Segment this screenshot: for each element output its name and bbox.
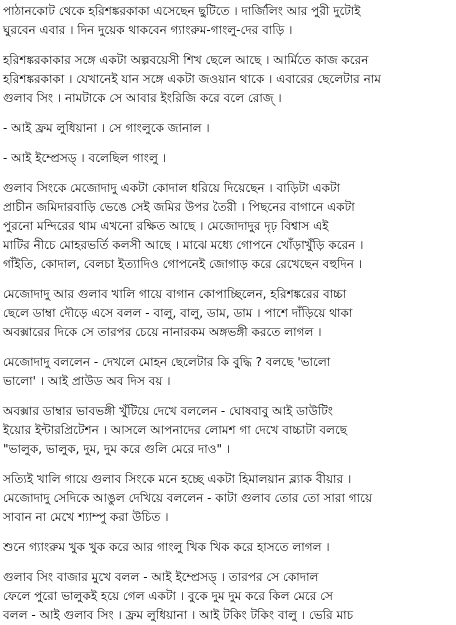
text-line: সাবান না মেখে শ্যাম্পু করা উচিত ।: [3, 510, 169, 524]
text-line: হরিশঙ্করকাকা । যেখানেই যান সঙ্গে একটা জওয়ান থাকে । এবারের ছেলেটার নাম: [3, 72, 381, 86]
text-line: - আই ইম্প্রেসড্ । বলেছিল গাংলু ।: [3, 151, 166, 165]
paragraph: [3, 470, 454, 527]
text-line: "ভালুক, ভালুক, দুম, দুম করে গুলি মেরে দাও" ।: [3, 442, 231, 456]
paragraph: [3, 353, 454, 391]
text-line: ইয়োর ইন্টারপ্রিটেশন । আসলে আপনাদের লোমশ গা দেখে বাচ্চাটা বলছে: [3, 423, 348, 437]
text-line: মেজোদাদু সেদিকে আঙুল দেখিয়ে বললেন - কাটা গুলাব তোর তো সারা গায়ে: [3, 491, 373, 505]
text-line: গুলাব সিং । নামটাকে সে আবার ইংরিজি করে বলে রোজ্ ।: [3, 91, 282, 105]
paragraph: [3, 568, 454, 625]
text-line: অবক্সার ডাম্বার ভাবভঙ্গী খুঁটিয়ে দেখে বললেন - ঘোষবাবু আই ডাউটিং: [3, 404, 333, 418]
text-line: গুলাব সিং বাজার মুখে বলল - আই ইম্প্রেসড্ । তারপর সে কোদাল: [3, 570, 319, 584]
text-line: বলল - আই গুলাব সিং । ফ্রম লুধিয়ানা । আই টকিং টকিং বালু । ভেরি মাচ: [3, 608, 354, 622]
paragraph: [3, 2, 454, 40]
text-line: ফেলে পুরো ভালুকই হয়ে গেল একটা । বুকে দুম দুম করে কিল মেরে সে: [3, 589, 333, 603]
text-line: ছেলে ডাম্বা দৌড়ে এসে বলল - বালু, বালু, ডাম, ডাম । পাশে দাঁড়িয়ে থাকা: [3, 306, 353, 320]
text-line: অবক্সারের দিকে সে তারপর চেয়ে নানারকম অঙ্গভঙ্গী করতে লাগল ।: [3, 325, 322, 339]
paragraph: [3, 179, 454, 274]
text-line: পুরনো মন্দিরের থাম এখনো রক্ষিত আছে । মেজোদাদুর দৃঢ় বিশ্বাস এই: [3, 219, 329, 233]
text-line: সত্যিই খালি গায়ে গুলাব সিংকে মনে হচ্ছে একটা হিমালয়ান ব্ল্যাক বীয়ার ।: [3, 472, 352, 486]
paragraph: [3, 51, 454, 108]
text-line: ঘুরবেন এবার । দিন দুয়েক থাকবেন গ্যাংরুম-গাংলু-দের বাড়ি ।: [3, 23, 293, 37]
text-line: - আই ফ্রম লুধিয়ানা । সে গাংলুকে জানাল ।: [3, 121, 210, 135]
text-line: ভালো' । আই প্রাউড অব দিস বয় ।: [3, 374, 171, 388]
text-line: হরিশঙ্করকাকার সঙ্গে একটা অল্পবয়েসী শিখ ছেলে আছে । আর্মিতে কাজ করেন: [3, 53, 369, 67]
paragraph: [3, 538, 454, 557]
paragraph: [3, 402, 454, 459]
text-line: মাটির নীচে মোহরভর্তি কলসী আছে । মাঝে মধ্যে গোপনে খোঁড়াখুঁড়ি করেন ।: [3, 238, 364, 252]
text-line: গাঁইতি, কোদাল, বেলচা ইত্যাদিও গোপনেই জোগাড় করে রেখেছেন বহুদিন ।: [3, 257, 363, 271]
paragraph: [3, 149, 454, 168]
text-line: শুনে গ্যাংরুম খুক খুক করে আর গাংলু খিক খিক করে হাসতে লাগল ।: [3, 540, 330, 554]
text-line: প্রাচীন জমিদারবাড়ি ভেঙে সেই জমির উপর তৈরী । পিছনের বাগানে একটা: [3, 200, 355, 214]
text-line: পাঠানকোট থেকে হরিশঙ্করকাকা এসেছেন ছুটিতে । দার্জিলিং আর পুরী দুটোই: [3, 4, 361, 18]
paragraph: [3, 285, 454, 342]
paragraph: [3, 119, 454, 138]
text-line: মেজোদাদু আর গুলাব খালি গায়ে বাগান কোপাচ্ছিলেন, হরিশঙ্করের বাচ্চা: [3, 287, 347, 301]
text-line: গুলাব সিংকে মেজোদাদু একটা কোদাল ধরিয়ে দিয়েছেন । বাড়িটা একটা: [3, 181, 341, 195]
text-line: মেজোদাদু বললেন - দেখলে মোহন ছেলেটার কি বুদ্ধি ? বলছে 'ভালো: [3, 355, 331, 369]
